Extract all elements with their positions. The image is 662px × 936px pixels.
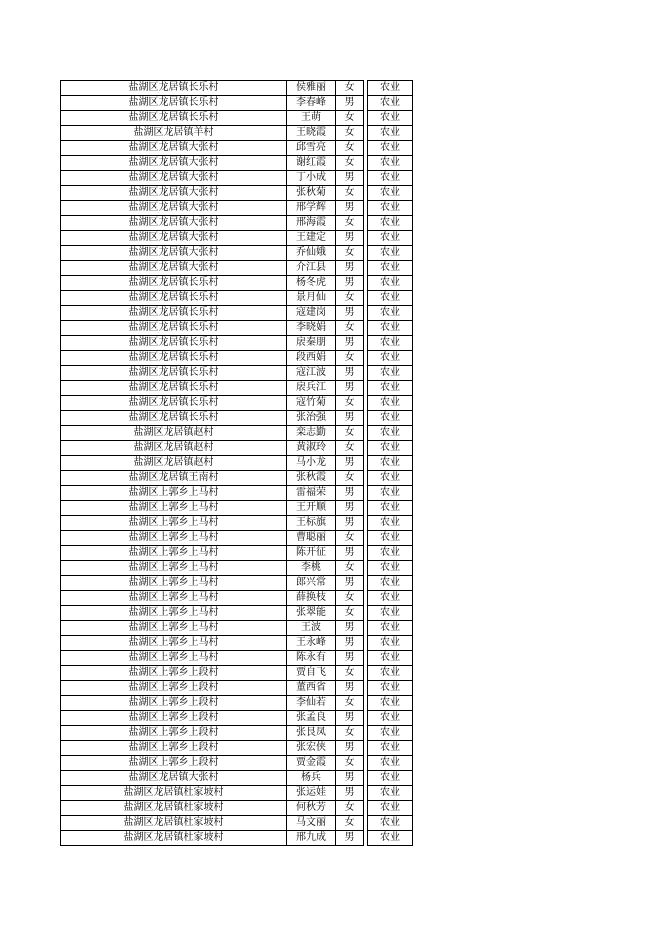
occupation-cell[interactable]: 农业 bbox=[368, 621, 413, 636]
address-cell[interactable]: 盐湖区上郭乡上马村 bbox=[61, 501, 287, 516]
gender-cell[interactable]: 男 bbox=[336, 621, 364, 636]
name-cell[interactable]: 扆秦朋 bbox=[287, 336, 336, 351]
name-cell[interactable]: 介江县 bbox=[287, 261, 336, 276]
occupation-cell[interactable]: 农业 bbox=[368, 171, 413, 186]
table-row bbox=[61, 711, 413, 726]
occupation-cell[interactable]: 农业 bbox=[368, 666, 413, 681]
table-row bbox=[61, 366, 413, 381]
table-row bbox=[61, 261, 413, 276]
address-cell[interactable]: 盐湖区上郭乡上马村 bbox=[61, 651, 287, 666]
gender-cell[interactable]: 男 bbox=[336, 366, 364, 381]
name-cell[interactable]: 王晓霞 bbox=[287, 126, 336, 141]
table-row bbox=[61, 771, 413, 786]
occupation-cell[interactable]: 农业 bbox=[368, 561, 413, 576]
gender-cell[interactable]: 女 bbox=[336, 531, 364, 546]
occupation-cell[interactable]: 农业 bbox=[368, 291, 413, 306]
gender-cell[interactable]: 男 bbox=[336, 96, 364, 111]
table-row bbox=[61, 426, 413, 441]
table-row bbox=[61, 321, 413, 336]
gender-cell[interactable]: 女 bbox=[336, 186, 364, 201]
address-cell[interactable]: 盐湖区龙居镇大张村 bbox=[61, 246, 287, 261]
name-cell[interactable]: 陈开征 bbox=[287, 546, 336, 561]
name-cell[interactable]: 张秋菊 bbox=[287, 186, 336, 201]
gender-cell[interactable]: 男 bbox=[336, 516, 364, 531]
name-cell[interactable]: 李仙若 bbox=[287, 696, 336, 711]
occupation-cell[interactable]: 农业 bbox=[368, 321, 413, 336]
address-cell[interactable]: 盐湖区龙居镇大张村 bbox=[61, 186, 287, 201]
address-cell[interactable]: 盐湖区上郭乡上段村 bbox=[61, 726, 287, 741]
name-cell[interactable]: 王建定 bbox=[287, 231, 336, 246]
table-row bbox=[61, 471, 413, 486]
name-cell[interactable]: 扆兵江 bbox=[287, 381, 336, 396]
gender-cell[interactable]: 男 bbox=[336, 681, 364, 696]
gender-cell[interactable]: 女 bbox=[336, 351, 364, 366]
gender-cell[interactable]: 女 bbox=[336, 246, 364, 261]
occupation-cell[interactable]: 农业 bbox=[368, 816, 413, 831]
table-row bbox=[61, 231, 413, 246]
gender-cell[interactable]: 男 bbox=[336, 381, 364, 396]
name-cell[interactable]: 乔仙娥 bbox=[287, 246, 336, 261]
occupation-cell[interactable]: 农业 bbox=[368, 531, 413, 546]
address-cell[interactable]: 盐湖区龙居镇杜家坡村 bbox=[61, 786, 287, 801]
name-cell[interactable]: 曹聪丽 bbox=[287, 531, 336, 546]
address-cell[interactable]: 盐湖区上郭乡上马村 bbox=[61, 561, 287, 576]
occupation-cell[interactable]: 农业 bbox=[368, 696, 413, 711]
table-row bbox=[61, 246, 413, 261]
name-cell[interactable]: 张宏侠 bbox=[287, 741, 336, 756]
occupation-cell[interactable]: 农业 bbox=[368, 231, 413, 246]
name-cell[interactable]: 张治强 bbox=[287, 411, 336, 426]
table-row bbox=[61, 291, 413, 306]
occupation-cell[interactable]: 农业 bbox=[368, 831, 413, 846]
address-cell[interactable]: 盐湖区上郭乡上段村 bbox=[61, 741, 287, 756]
address-cell[interactable]: 盐湖区龙居镇大张村 bbox=[61, 771, 287, 786]
occupation-cell[interactable]: 农业 bbox=[368, 486, 413, 501]
name-cell[interactable]: 黄淑玲 bbox=[287, 441, 336, 456]
occupation-cell[interactable]: 农业 bbox=[368, 576, 413, 591]
gender-cell[interactable]: 女 bbox=[336, 666, 364, 681]
occupation-cell[interactable]: 农业 bbox=[368, 636, 413, 651]
gender-cell[interactable]: 女 bbox=[336, 816, 364, 831]
address-cell[interactable]: 盐湖区上郭乡上段村 bbox=[61, 711, 287, 726]
name-cell[interactable]: 王标旗 bbox=[287, 516, 336, 531]
table-row bbox=[61, 621, 413, 636]
gender-cell[interactable]: 女 bbox=[336, 216, 364, 231]
name-cell[interactable]: 陈永有 bbox=[287, 651, 336, 666]
name-cell[interactable]: 李桃 bbox=[287, 561, 336, 576]
table-row bbox=[61, 216, 413, 231]
table-row bbox=[61, 801, 413, 816]
gender-cell[interactable]: 男 bbox=[336, 201, 364, 216]
address-cell[interactable]: 盐湖区龙居镇大张村 bbox=[61, 201, 287, 216]
occupation-cell[interactable]: 农业 bbox=[368, 381, 413, 396]
table-row bbox=[61, 306, 413, 321]
name-cell[interactable]: 邱雪亮 bbox=[287, 141, 336, 156]
name-cell[interactable]: 邢学辉 bbox=[287, 201, 336, 216]
gender-cell[interactable]: 女 bbox=[336, 396, 364, 411]
table-row bbox=[61, 456, 413, 471]
name-cell[interactable]: 王波 bbox=[287, 621, 336, 636]
address-cell[interactable]: 盐湖区龙居镇大张村 bbox=[61, 231, 287, 246]
address-cell[interactable]: 盐湖区龙居镇大张村 bbox=[61, 141, 287, 156]
name-cell[interactable]: 邢九成 bbox=[287, 831, 336, 846]
occupation-cell[interactable]: 农业 bbox=[368, 726, 413, 741]
gender-cell[interactable]: 女 bbox=[336, 726, 364, 741]
name-cell[interactable]: 何秋芳 bbox=[287, 801, 336, 816]
table-row bbox=[61, 606, 413, 621]
gender-cell[interactable]: 男 bbox=[336, 741, 364, 756]
occupation-cell[interactable]: 农业 bbox=[368, 411, 413, 426]
name-cell[interactable]: 郎兴常 bbox=[287, 576, 336, 591]
occupation-cell[interactable]: 农业 bbox=[368, 366, 413, 381]
address-cell[interactable]: 盐湖区龙居镇赵村 bbox=[61, 456, 287, 471]
name-cell[interactable]: 张孟良 bbox=[287, 711, 336, 726]
occupation-cell[interactable]: 农业 bbox=[368, 501, 413, 516]
name-cell[interactable]: 薛换枝 bbox=[287, 591, 336, 606]
address-cell[interactable]: 盐湖区上郭乡上马村 bbox=[61, 636, 287, 651]
address-cell[interactable]: 盐湖区上郭乡上马村 bbox=[61, 606, 287, 621]
address-cell[interactable]: 盐湖区龙居镇长乐村 bbox=[61, 291, 287, 306]
table-row bbox=[61, 666, 413, 681]
name-cell[interactable]: 雷福荣 bbox=[287, 486, 336, 501]
gender-cell[interactable]: 男 bbox=[336, 546, 364, 561]
name-cell[interactable]: 王萌 bbox=[287, 111, 336, 126]
table-row bbox=[61, 156, 413, 171]
gender-cell[interactable]: 女 bbox=[336, 291, 364, 306]
table-row bbox=[61, 681, 413, 696]
gender-cell[interactable]: 男 bbox=[336, 486, 364, 501]
occupation-cell[interactable]: 农业 bbox=[368, 201, 413, 216]
address-cell[interactable]: 盐湖区上郭乡上段村 bbox=[61, 756, 287, 771]
occupation-cell[interactable]: 农业 bbox=[368, 711, 413, 726]
address-cell[interactable]: 盐湖区龙居镇长乐村 bbox=[61, 81, 287, 96]
occupation-cell[interactable]: 农业 bbox=[368, 786, 413, 801]
occupation-cell[interactable]: 农业 bbox=[368, 261, 413, 276]
name-cell[interactable]: 杨冬虎 bbox=[287, 276, 336, 291]
table-row bbox=[61, 516, 413, 531]
name-cell[interactable]: 张秋霞 bbox=[287, 471, 336, 486]
table-body bbox=[61, 81, 413, 846]
occupation-cell[interactable]: 农业 bbox=[368, 81, 413, 96]
gender-cell[interactable]: 女 bbox=[336, 141, 364, 156]
address-cell[interactable]: 盐湖区龙居镇大张村 bbox=[61, 171, 287, 186]
table-row bbox=[61, 141, 413, 156]
table-row bbox=[61, 636, 413, 651]
address-cell[interactable]: 盐湖区上郭乡上马村 bbox=[61, 516, 287, 531]
table-row bbox=[61, 276, 413, 291]
occupation-cell[interactable]: 农业 bbox=[368, 216, 413, 231]
occupation-cell[interactable]: 农业 bbox=[368, 651, 413, 666]
name-cell[interactable]: 李春峰 bbox=[287, 96, 336, 111]
address-cell[interactable]: 盐湖区龙居镇长乐村 bbox=[61, 111, 287, 126]
table-row bbox=[61, 756, 413, 771]
name-cell[interactable]: 丁小成 bbox=[287, 171, 336, 186]
table-row bbox=[61, 726, 413, 741]
address-cell[interactable]: 盐湖区龙居镇长乐村 bbox=[61, 306, 287, 321]
name-cell[interactable]: 寇建岗 bbox=[287, 306, 336, 321]
table-row bbox=[61, 831, 413, 846]
gender-cell[interactable]: 男 bbox=[336, 831, 364, 846]
gender-cell[interactable]: 女 bbox=[336, 561, 364, 576]
gender-cell[interactable]: 女 bbox=[336, 801, 364, 816]
gender-cell[interactable]: 女 bbox=[336, 81, 364, 96]
address-cell[interactable]: 盐湖区龙居镇长乐村 bbox=[61, 381, 287, 396]
occupation-cell[interactable]: 农业 bbox=[368, 276, 413, 291]
occupation-cell[interactable]: 农业 bbox=[368, 681, 413, 696]
gender-cell[interactable]: 男 bbox=[336, 786, 364, 801]
table-row bbox=[61, 126, 413, 141]
table-row bbox=[61, 816, 413, 831]
address-cell[interactable]: 盐湖区龙居镇杜家坡村 bbox=[61, 816, 287, 831]
gender-cell[interactable]: 男 bbox=[336, 261, 364, 276]
address-cell[interactable]: 盐湖区龙居镇杜家坡村 bbox=[61, 831, 287, 846]
address-cell[interactable]: 盐湖区上郭乡上段村 bbox=[61, 696, 287, 711]
gender-cell[interactable]: 男 bbox=[336, 336, 364, 351]
name-cell[interactable]: 杨兵 bbox=[287, 771, 336, 786]
table-row bbox=[61, 111, 413, 126]
table-row bbox=[61, 381, 413, 396]
occupation-cell[interactable]: 农业 bbox=[368, 96, 413, 111]
occupation-cell[interactable]: 农业 bbox=[368, 441, 413, 456]
name-cell[interactable]: 王开顺 bbox=[287, 501, 336, 516]
gender-cell[interactable]: 男 bbox=[336, 456, 364, 471]
gender-cell[interactable]: 男 bbox=[336, 171, 364, 186]
occupation-cell[interactable]: 农业 bbox=[368, 306, 413, 321]
gender-cell[interactable]: 女 bbox=[336, 756, 364, 771]
address-cell[interactable]: 盐湖区龙居镇大张村 bbox=[61, 216, 287, 231]
occupation-cell[interactable]: 农业 bbox=[368, 591, 413, 606]
name-cell[interactable]: 景月仙 bbox=[287, 291, 336, 306]
occupation-cell[interactable]: 农业 bbox=[368, 771, 413, 786]
table-row bbox=[61, 561, 413, 576]
name-cell[interactable]: 贾金霞 bbox=[287, 756, 336, 771]
gender-cell[interactable]: 女 bbox=[336, 471, 364, 486]
occupation-cell[interactable]: 农业 bbox=[368, 741, 413, 756]
data-table bbox=[60, 80, 413, 846]
occupation-cell[interactable]: 农业 bbox=[368, 546, 413, 561]
table-row bbox=[61, 741, 413, 756]
occupation-cell[interactable]: 农业 bbox=[368, 246, 413, 261]
occupation-cell[interactable]: 农业 bbox=[368, 456, 413, 471]
gender-cell[interactable]: 女 bbox=[336, 321, 364, 336]
name-cell[interactable]: 寇江波 bbox=[287, 366, 336, 381]
table-row bbox=[61, 96, 413, 111]
table-row bbox=[61, 336, 413, 351]
name-cell[interactable]: 张艮凤 bbox=[287, 726, 336, 741]
address-cell[interactable]: 盐湖区龙居镇长乐村 bbox=[61, 96, 287, 111]
gender-cell[interactable]: 女 bbox=[336, 426, 364, 441]
name-cell[interactable]: 谢红霞 bbox=[287, 156, 336, 171]
occupation-cell[interactable]: 农业 bbox=[368, 471, 413, 486]
address-cell[interactable]: 盐湖区龙居镇杜家坡村 bbox=[61, 801, 287, 816]
gender-cell[interactable]: 男 bbox=[336, 771, 364, 786]
name-cell[interactable]: 马文丽 bbox=[287, 816, 336, 831]
table-row bbox=[61, 531, 413, 546]
gender-cell[interactable]: 女 bbox=[336, 441, 364, 456]
table-row bbox=[61, 501, 413, 516]
occupation-cell[interactable]: 农业 bbox=[368, 336, 413, 351]
table-row bbox=[61, 591, 413, 606]
occupation-cell[interactable]: 农业 bbox=[368, 801, 413, 816]
table-row bbox=[61, 696, 413, 711]
address-cell[interactable]: 盐湖区上郭乡上马村 bbox=[61, 621, 287, 636]
gender-cell[interactable]: 女 bbox=[336, 111, 364, 126]
table-row bbox=[61, 171, 413, 186]
occupation-cell[interactable]: 农业 bbox=[368, 756, 413, 771]
address-cell[interactable]: 盐湖区上郭乡上段村 bbox=[61, 681, 287, 696]
name-cell[interactable]: 栾志勤 bbox=[287, 426, 336, 441]
name-cell[interactable]: 寇竹菊 bbox=[287, 396, 336, 411]
address-cell[interactable]: 盐湖区上郭乡上马村 bbox=[61, 591, 287, 606]
occupation-cell[interactable]: 农业 bbox=[368, 606, 413, 621]
address-cell[interactable]: 盐湖区龙居镇长乐村 bbox=[61, 336, 287, 351]
address-cell[interactable]: 盐湖区龙居镇大张村 bbox=[61, 156, 287, 171]
address-cell[interactable]: 盐湖区龙居镇长乐村 bbox=[61, 276, 287, 291]
address-cell[interactable]: 盐湖区龙居镇长乐村 bbox=[61, 351, 287, 366]
table-row bbox=[61, 351, 413, 366]
gender-cell[interactable]: 男 bbox=[336, 411, 364, 426]
gender-cell[interactable]: 女 bbox=[336, 156, 364, 171]
gender-cell[interactable]: 男 bbox=[336, 576, 364, 591]
table-row bbox=[61, 411, 413, 426]
gender-cell[interactable]: 女 bbox=[336, 126, 364, 141]
gender-cell[interactable]: 男 bbox=[336, 636, 364, 651]
occupation-cell[interactable]: 农业 bbox=[368, 141, 413, 156]
occupation-cell[interactable]: 农业 bbox=[368, 396, 413, 411]
gender-cell[interactable]: 男 bbox=[336, 651, 364, 666]
gender-cell[interactable]: 男 bbox=[336, 231, 364, 246]
name-cell[interactable]: 董西省 bbox=[287, 681, 336, 696]
name-cell[interactable]: 王永峰 bbox=[287, 636, 336, 651]
name-cell[interactable]: 张运娃 bbox=[287, 786, 336, 801]
table-row bbox=[61, 651, 413, 666]
address-cell[interactable]: 盐湖区龙居镇长乐村 bbox=[61, 396, 287, 411]
occupation-cell[interactable]: 农业 bbox=[368, 126, 413, 141]
occupation-cell[interactable]: 农业 bbox=[368, 516, 413, 531]
name-cell[interactable]: 李晓娟 bbox=[287, 321, 336, 336]
address-cell[interactable]: 盐湖区龙居镇赵村 bbox=[61, 441, 287, 456]
gender-cell[interactable]: 男 bbox=[336, 711, 364, 726]
address-cell[interactable]: 盐湖区上郭乡上马村 bbox=[61, 576, 287, 591]
address-cell[interactable]: 盐湖区龙居镇长乐村 bbox=[61, 321, 287, 336]
address-cell[interactable]: 盐湖区上郭乡上马村 bbox=[61, 486, 287, 501]
table-row bbox=[61, 441, 413, 456]
name-cell[interactable]: 段西娟 bbox=[287, 351, 336, 366]
name-cell[interactable]: 马小龙 bbox=[287, 456, 336, 471]
table-row bbox=[61, 396, 413, 411]
occupation-cell[interactable]: 农业 bbox=[368, 186, 413, 201]
occupation-cell[interactable]: 农业 bbox=[368, 111, 413, 126]
name-cell[interactable]: 侯雅丽 bbox=[287, 81, 336, 96]
name-cell[interactable]: 张翠能 bbox=[287, 606, 336, 621]
address-cell[interactable]: 盐湖区龙居镇王南村 bbox=[61, 471, 287, 486]
table-row bbox=[61, 186, 413, 201]
table-row bbox=[61, 81, 413, 96]
gender-cell[interactable]: 女 bbox=[336, 606, 364, 621]
address-cell[interactable]: 盐湖区龙居镇赵村 bbox=[61, 426, 287, 441]
address-cell[interactable]: 盐湖区龙居镇长乐村 bbox=[61, 366, 287, 381]
occupation-cell[interactable]: 农业 bbox=[368, 426, 413, 441]
table-row bbox=[61, 201, 413, 216]
gender-cell[interactable]: 女 bbox=[336, 591, 364, 606]
occupation-cell[interactable]: 农业 bbox=[368, 351, 413, 366]
gender-cell[interactable]: 男 bbox=[336, 501, 364, 516]
table-row bbox=[61, 786, 413, 801]
occupation-cell[interactable]: 农业 bbox=[368, 156, 413, 171]
address-cell[interactable]: 盐湖区龙居镇长乐村 bbox=[61, 411, 287, 426]
table-row bbox=[61, 486, 413, 501]
table-row bbox=[61, 576, 413, 591]
table-row bbox=[61, 546, 413, 561]
address-cell[interactable]: 盐湖区龙居镇羊村 bbox=[61, 126, 287, 141]
address-cell[interactable]: 盐湖区龙居镇大张村 bbox=[61, 261, 287, 276]
address-cell[interactable]: 盐湖区上郭乡上马村 bbox=[61, 531, 287, 546]
gender-cell[interactable]: 男 bbox=[336, 276, 364, 291]
gender-cell[interactable]: 女 bbox=[336, 696, 364, 711]
gender-cell[interactable]: 男 bbox=[336, 306, 364, 321]
name-cell[interactable]: 邢海霞 bbox=[287, 216, 336, 231]
address-cell[interactable]: 盐湖区上郭乡上段村 bbox=[61, 666, 287, 681]
name-cell[interactable]: 贾自飞 bbox=[287, 666, 336, 681]
address-cell[interactable]: 盐湖区上郭乡上马村 bbox=[61, 546, 287, 561]
